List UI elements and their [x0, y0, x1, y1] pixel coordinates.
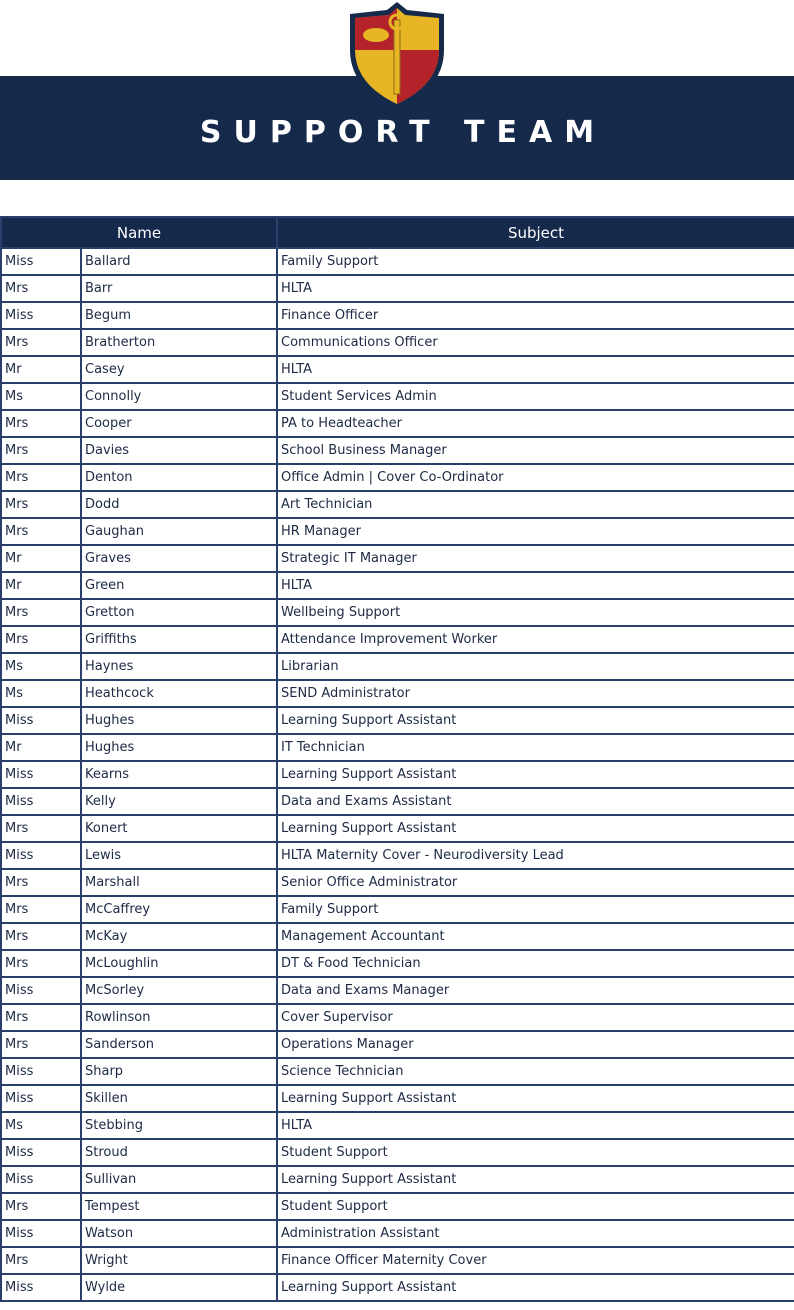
- staff-surname: McLoughlin: [81, 950, 277, 977]
- table-row: [1, 1112, 794, 1139]
- staff-title: Mrs: [1, 896, 81, 923]
- staff-surname: Cooper: [81, 410, 277, 437]
- table-header-row: [1, 217, 794, 248]
- table-row: [1, 653, 794, 680]
- staff-surname: Stebbing: [81, 1112, 277, 1139]
- table-row: [1, 383, 794, 410]
- staff-title: Miss: [1, 707, 81, 734]
- staff-role: Learning Support Assistant: [277, 1166, 794, 1193]
- column-header-subject: Subject: [277, 217, 794, 248]
- staff-surname: Gretton: [81, 599, 277, 626]
- table-row: [1, 707, 794, 734]
- table-row: [1, 950, 794, 977]
- staff-surname: Heathcock: [81, 680, 277, 707]
- table-row: [1, 1247, 794, 1274]
- staff-surname: Denton: [81, 464, 277, 491]
- staff-title: Mrs: [1, 869, 81, 896]
- staff-surname: Griffiths: [81, 626, 277, 653]
- staff-title: Mr: [1, 734, 81, 761]
- staff-surname: Connolly: [81, 383, 277, 410]
- staff-role: PA to Headteacher: [277, 410, 794, 437]
- staff-title: Ms: [1, 383, 81, 410]
- table-row: [1, 275, 794, 302]
- staff-role: HLTA: [277, 572, 794, 599]
- staff-title: Ms: [1, 1112, 81, 1139]
- staff-role: Management Accountant: [277, 923, 794, 950]
- staff-title: Ms: [1, 653, 81, 680]
- staff-surname: Ballard: [81, 248, 277, 275]
- staff-role: HLTA Maternity Cover - Neurodiversity Lead: [277, 842, 794, 869]
- table-row: [1, 464, 794, 491]
- staff-surname: Watson: [81, 1220, 277, 1247]
- staff-surname: Davies: [81, 437, 277, 464]
- staff-title: Mrs: [1, 518, 81, 545]
- staff-title: Miss: [1, 977, 81, 1004]
- staff-surname: McSorley: [81, 977, 277, 1004]
- page-title: SUPPORT TEAM: [199, 115, 607, 150]
- staff-surname: Gaughan: [81, 518, 277, 545]
- staff-role: Learning Support Assistant: [277, 1274, 794, 1301]
- staff-surname: McKay: [81, 923, 277, 950]
- table-row: [1, 248, 794, 275]
- staff-title: Miss: [1, 1220, 81, 1247]
- staff-surname: Hughes: [81, 707, 277, 734]
- table-row: [1, 545, 794, 572]
- staff-surname: Kelly: [81, 788, 277, 815]
- staff-title: Miss: [1, 1139, 81, 1166]
- table-row: [1, 626, 794, 653]
- staff-title: Mrs: [1, 1247, 81, 1274]
- table-row: [1, 1031, 794, 1058]
- staff-surname: Barr: [81, 275, 277, 302]
- staff-title: Miss: [1, 248, 81, 275]
- staff-role: Librarian: [277, 653, 794, 680]
- table-row: [1, 1274, 794, 1301]
- table-row: [1, 1193, 794, 1220]
- staff-role: Senior Office Administrator: [277, 869, 794, 896]
- table-row: [1, 302, 794, 329]
- staff-title: Miss: [1, 1274, 81, 1301]
- staff-role: Data and Exams Manager: [277, 977, 794, 1004]
- staff-title: Mrs: [1, 1004, 81, 1031]
- staff-role: Learning Support Assistant: [277, 707, 794, 734]
- staff-role: HLTA: [277, 356, 794, 383]
- staff-role: Learning Support Assistant: [277, 815, 794, 842]
- staff-role: Finance Officer Maternity Cover: [277, 1247, 794, 1274]
- staff-title: Mrs: [1, 923, 81, 950]
- staff-title: Miss: [1, 1058, 81, 1085]
- staff-surname: Sharp: [81, 1058, 277, 1085]
- staff-title: Mr: [1, 545, 81, 572]
- staff-title: Miss: [1, 761, 81, 788]
- table-row: [1, 977, 794, 1004]
- staff-title: Miss: [1, 1085, 81, 1112]
- table-row: [1, 734, 794, 761]
- staff-surname: Konert: [81, 815, 277, 842]
- staff-surname: Casey: [81, 356, 277, 383]
- staff-title: Miss: [1, 788, 81, 815]
- table-row: [1, 1220, 794, 1247]
- staff-surname: Graves: [81, 545, 277, 572]
- staff-role: Student Support: [277, 1139, 794, 1166]
- staff-role: Communications Officer: [277, 329, 794, 356]
- table-row: [1, 815, 794, 842]
- table-row: [1, 842, 794, 869]
- table-row: [1, 896, 794, 923]
- staff-surname: Stroud: [81, 1139, 277, 1166]
- staff-title: Mrs: [1, 410, 81, 437]
- table-row: [1, 1004, 794, 1031]
- staff-role: Operations Manager: [277, 1031, 794, 1058]
- staff-title: Mrs: [1, 275, 81, 302]
- staff-title: Ms: [1, 680, 81, 707]
- staff-role: Wellbeing Support: [277, 599, 794, 626]
- staff-role: Finance Officer: [277, 302, 794, 329]
- table-row: [1, 869, 794, 896]
- staff-role: Student Services Admin: [277, 383, 794, 410]
- staff-role: Art Technician: [277, 491, 794, 518]
- table-row: [1, 1085, 794, 1112]
- staff-title: Miss: [1, 1166, 81, 1193]
- staff-surname: Begum: [81, 302, 277, 329]
- staff-title: Mrs: [1, 464, 81, 491]
- staff-title: Mr: [1, 356, 81, 383]
- table-row: [1, 572, 794, 599]
- staff-role: Family Support: [277, 248, 794, 275]
- staff-surname: McCaffrey: [81, 896, 277, 923]
- table-row: [1, 329, 794, 356]
- staff-surname: Dodd: [81, 491, 277, 518]
- table-row: [1, 599, 794, 626]
- staff-role: Data and Exams Assistant: [277, 788, 794, 815]
- staff-surname: Tempest: [81, 1193, 277, 1220]
- table-row: [1, 518, 794, 545]
- staff-surname: Haynes: [81, 653, 277, 680]
- staff-role: HLTA: [277, 1112, 794, 1139]
- table-row: [1, 1166, 794, 1193]
- table-row: [1, 410, 794, 437]
- staff-surname: Lewis: [81, 842, 277, 869]
- staff-role: Learning Support Assistant: [277, 761, 794, 788]
- staff-role: HLTA: [277, 275, 794, 302]
- staff-role: Learning Support Assistant: [277, 1085, 794, 1112]
- staff-surname: Green: [81, 572, 277, 599]
- staff-role: Office Admin | Cover Co-Ordinator: [277, 464, 794, 491]
- school-crest-icon: [344, 0, 450, 112]
- staff-role: Science Technician: [277, 1058, 794, 1085]
- staff-surname: Sullivan: [81, 1166, 277, 1193]
- staff-table: [0, 216, 794, 1302]
- table-row: [1, 437, 794, 464]
- table-row: [1, 680, 794, 707]
- staff-title: Mrs: [1, 329, 81, 356]
- staff-role: School Business Manager: [277, 437, 794, 464]
- staff-role: Attendance Improvement Worker: [277, 626, 794, 653]
- staff-surname: Marshall: [81, 869, 277, 896]
- staff-title: Mrs: [1, 437, 81, 464]
- staff-surname: Rowlinson: [81, 1004, 277, 1031]
- staff-role: IT Technician: [277, 734, 794, 761]
- staff-title: Mrs: [1, 1193, 81, 1220]
- staff-title: Mrs: [1, 599, 81, 626]
- staff-title: Mrs: [1, 626, 81, 653]
- staff-surname: Hughes: [81, 734, 277, 761]
- staff-surname: Skillen: [81, 1085, 277, 1112]
- staff-title: Miss: [1, 302, 81, 329]
- table-row: [1, 1058, 794, 1085]
- staff-title: Mrs: [1, 815, 81, 842]
- staff-role: DT & Food Technician: [277, 950, 794, 977]
- staff-surname: Wylde: [81, 1274, 277, 1301]
- staff-title: Mrs: [1, 491, 81, 518]
- staff-title: Mr: [1, 572, 81, 599]
- staff-role: Student Support: [277, 1193, 794, 1220]
- column-header-name: Name: [1, 217, 277, 248]
- staff-role: Family Support: [277, 896, 794, 923]
- staff-surname: Sanderson: [81, 1031, 277, 1058]
- table-row: [1, 923, 794, 950]
- table-row: [1, 491, 794, 518]
- staff-title: Mrs: [1, 1031, 81, 1058]
- staff-title: Mrs: [1, 950, 81, 977]
- staff-surname: Wright: [81, 1247, 277, 1274]
- table-row: [1, 1139, 794, 1166]
- staff-surname: Bratherton: [81, 329, 277, 356]
- staff-title: Miss: [1, 842, 81, 869]
- staff-surname: Kearns: [81, 761, 277, 788]
- table-row: [1, 788, 794, 815]
- staff-role: SEND Administrator: [277, 680, 794, 707]
- staff-role: HR Manager: [277, 518, 794, 545]
- table-row: [1, 356, 794, 383]
- staff-role: Cover Supervisor: [277, 1004, 794, 1031]
- table-row: [1, 761, 794, 788]
- staff-role: Administration Assistant: [277, 1220, 794, 1247]
- staff-role: Strategic IT Manager: [277, 545, 794, 572]
